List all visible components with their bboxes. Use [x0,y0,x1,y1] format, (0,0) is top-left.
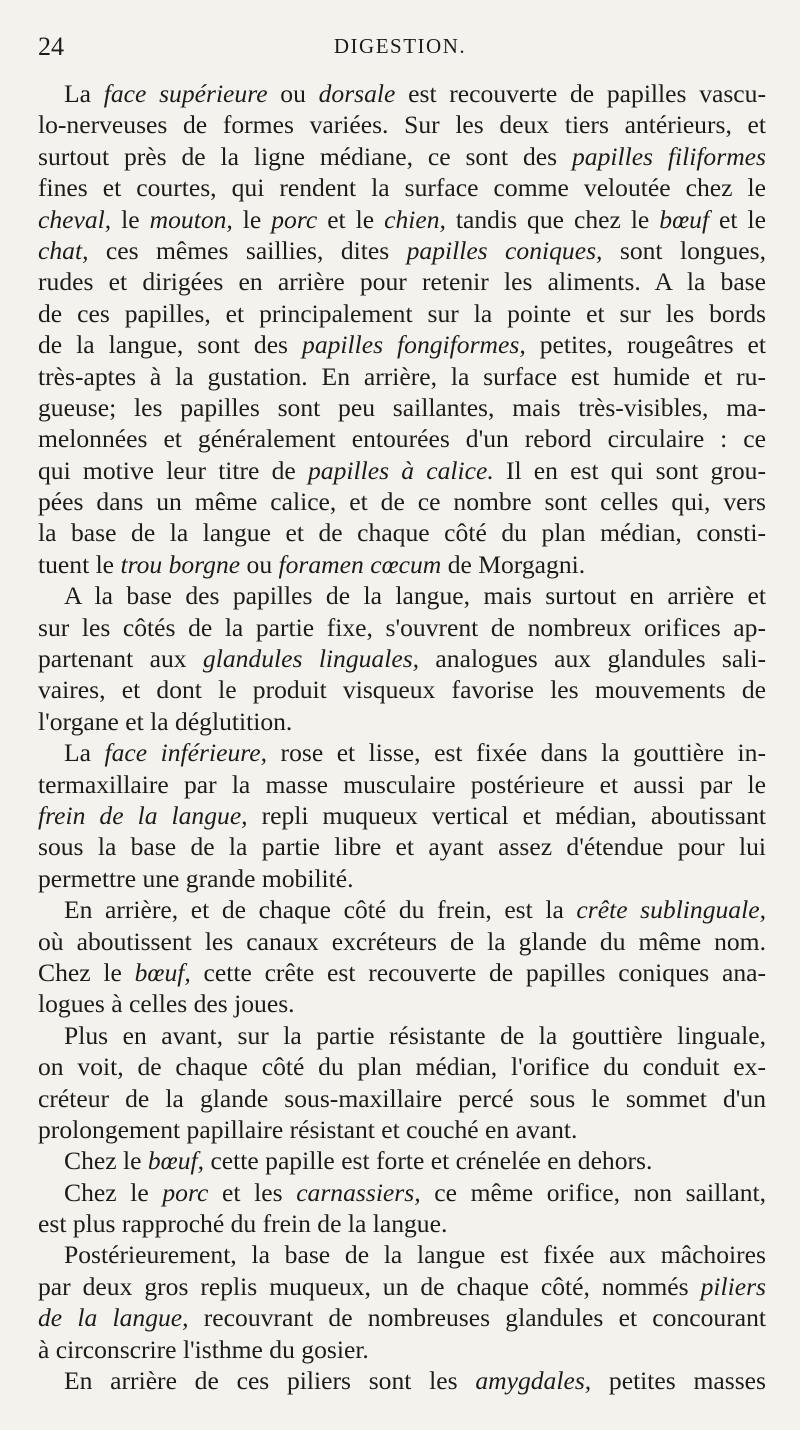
text-line [38,172,766,203]
italic-term: cheval, [38,204,112,234]
text-line [38,580,766,611]
text-line [38,1177,766,1208]
text-run: de la langue, sont des [38,330,303,360]
text-line [38,517,766,548]
italic-term: glandules linguales, [202,644,420,674]
text-run: et le [317,204,385,234]
text-line [38,863,766,894]
text-run: par deux gros replis muqueux, un de chaque côté, nommés [38,1271,701,1301]
text-line [38,612,766,643]
italic-term: bœuf, [134,957,191,987]
text-line [38,549,766,580]
text-run: gueuse; les papilles sont peu saillantes, mais très-visibles, ma- [38,392,766,422]
italic-term: chien, [384,204,446,234]
text-run: Postérieurement, la base de la langue est fixée aux mâchoires [64,1240,766,1270]
italic-term: amygdales, [475,1366,592,1396]
text-run: La [64,79,104,108]
text-run: le [232,204,272,234]
text-run: et les [208,1177,297,1207]
italic-term: crête sublinguale, [576,895,766,925]
italic-term: dorsale [318,79,396,108]
text-run: tandis que chez le [445,204,660,234]
text-run: cette crête est recouverte de papilles coniques ana- [190,957,767,987]
text-run: En arrière de ces piliers sont les [64,1366,476,1396]
text-run: analogues aux glandules sali- [419,644,766,674]
text-run: lo-nerveuses de formes variées. Sur les deux tiers antérieurs, et [38,110,766,140]
text-run: vaires, et dont le produit visqueux favorise les mouvements de [38,675,766,705]
page-header [38,30,762,80]
text-run: termaxillaire par la masse musculaire postérieure et aussi par le [38,769,766,799]
text-run: pées dans un même calice, et de ce nombre sont celles qui, vers [38,487,766,517]
text-line [38,204,766,235]
text-line [38,737,766,768]
text-run: de ces papilles, et principalement sur la pointe et sur les bords [38,298,766,328]
text-run: La [64,738,105,768]
text-line [38,831,766,862]
text-run: partenant aux [38,644,203,674]
italic-term: face supérieure [103,79,268,108]
text-line [38,1302,766,1333]
text-line [38,769,766,800]
text-line [38,1365,766,1396]
text-run: où aboutissent les canaux excréteurs de la glande du même nom. [38,926,766,956]
body-text [38,78,766,1396]
text-line [38,266,766,297]
text-run: le [111,204,150,234]
text-line [38,1145,766,1176]
text-line [38,957,766,988]
text-run: petites, rougeâtres et [525,330,767,360]
italic-term: papilles filiformes [571,141,766,171]
text-run: rudes et dirigées en arrière pour retenir les aliments. A la base [38,267,766,297]
text-line [38,486,766,517]
text-run: repli muqueux vertical et médian, aboutissant [247,800,766,830]
italic-term: trou borgne [120,549,241,579]
text-line [38,329,766,360]
italic-term: de la langue, [38,1303,189,1333]
text-line [38,361,766,392]
text-run: ou [240,549,279,579]
text-line [38,643,766,674]
text-run: En arrière, et de chaque côté du frein, est la [64,895,577,925]
italic-term: papilles fongiformes, [302,330,526,360]
page-number: 24 [38,32,64,61]
text-run: et le [709,204,766,234]
text-line [38,800,766,831]
text-run: ce même orifice, non saillant, [420,1177,766,1207]
text-run: Chez le [64,1177,163,1207]
text-line [38,1334,766,1365]
text-line [38,1208,766,1239]
text-run: recouvrant de nombreuses glandules et concourant [188,1303,766,1333]
text-line [38,298,766,329]
text-line [38,1051,766,1082]
text-line [38,423,766,454]
text-line [38,674,766,705]
text-run: à circonscrire l'isthme du gosier. [38,1334,369,1364]
text-run: Il en est qui sont grou- [493,455,766,485]
text-run: surtout près de la ligne médiane, ce sont des [38,141,572,171]
italic-term: carnassiers, [296,1177,421,1207]
text-run: la base de la langue et de chaque côté du plan médian, consti- [38,518,766,548]
text-run: est plus rapproché du frein de la langue. [38,1209,448,1239]
text-run: Chez le [38,957,135,987]
text-run: Plus en avant, sur la partie résistante de la gouttière linguale, [64,1020,766,1050]
text-run: permettre une grande mobilité. [38,863,354,893]
text-run: est recouverte de papilles vascu- [395,79,766,108]
text-run: melonnées et généralement entourées d'un rebord circulaire : ce [38,424,766,454]
text-run: cette papille est forte et crénelée en dehors. [204,1146,653,1176]
text-line [38,1271,766,1302]
text-run: petites masses [591,1366,766,1396]
text-run: sous la base de la partie libre et ayant assez d'étendue pour lui [38,832,766,862]
text-run: A la base des papilles de la langue, mais surtout en arrière et [64,581,766,611]
text-run: tuent le [38,549,121,579]
text-run: sont longues, [602,235,766,265]
italic-term: piliers [700,1271,766,1301]
text-run: qui motive leur titre de [38,455,308,485]
text-run: de Morgagni. [441,549,586,579]
text-run: très-aptes à la gustation. En arrière, la surface est humide et ru- [38,361,766,391]
italic-term: mouton, [149,204,233,234]
text-line [38,1239,766,1270]
text-run: ces mêmes saillies, dites [88,235,407,265]
text-line [38,392,766,423]
text-run: l'organe et la déglutition. [38,706,293,736]
text-line [38,235,766,266]
text-line [38,109,766,140]
italic-term: foramen cœcum [278,549,442,579]
text-run: ou [267,79,319,108]
running-title: DIGESTION. [333,34,467,58]
text-run: rose et lisse, est fixée dans la gouttière in- [267,738,766,768]
text-line [38,926,766,957]
text-run: fines et courtes, qui rendent la surface comme veloutée chez le [38,173,766,203]
text-line [38,1020,766,1051]
text-line [38,1114,766,1145]
text-line [38,706,766,737]
text-line [38,78,766,109]
text-line [38,894,766,925]
italic-term: bœuf, [147,1146,205,1176]
italic-term: chat, [38,235,89,265]
italic-term: bœuf [659,204,710,234]
italic-term: frein de la langue, [38,800,248,830]
italic-term: papilles à calice. [307,455,494,485]
text-run: prolongement papillaire résistant et couché en avant. [38,1114,578,1144]
italic-term: porc [162,1177,209,1207]
text-line [38,1083,766,1114]
text-run: Chez le [64,1146,148,1176]
text-run: logues à celles des joues. [38,989,295,1019]
italic-term: face inférieure, [104,738,268,768]
text-run: créteur de la glande sous-maxillaire percé sous le sommet d'un [38,1083,766,1113]
text-line [38,141,766,172]
text-run: sur les côtés de la partie fixe, s'ouvrent de nombreux orifices ap- [38,612,766,642]
italic-term: porc [271,204,318,234]
text-line [38,988,766,1019]
text-run: on voit, de chaque côté du plan médian, l'orifice du conduit ex- [38,1052,766,1082]
text-line [38,455,766,486]
italic-term: papilles coniques, [406,235,603,265]
